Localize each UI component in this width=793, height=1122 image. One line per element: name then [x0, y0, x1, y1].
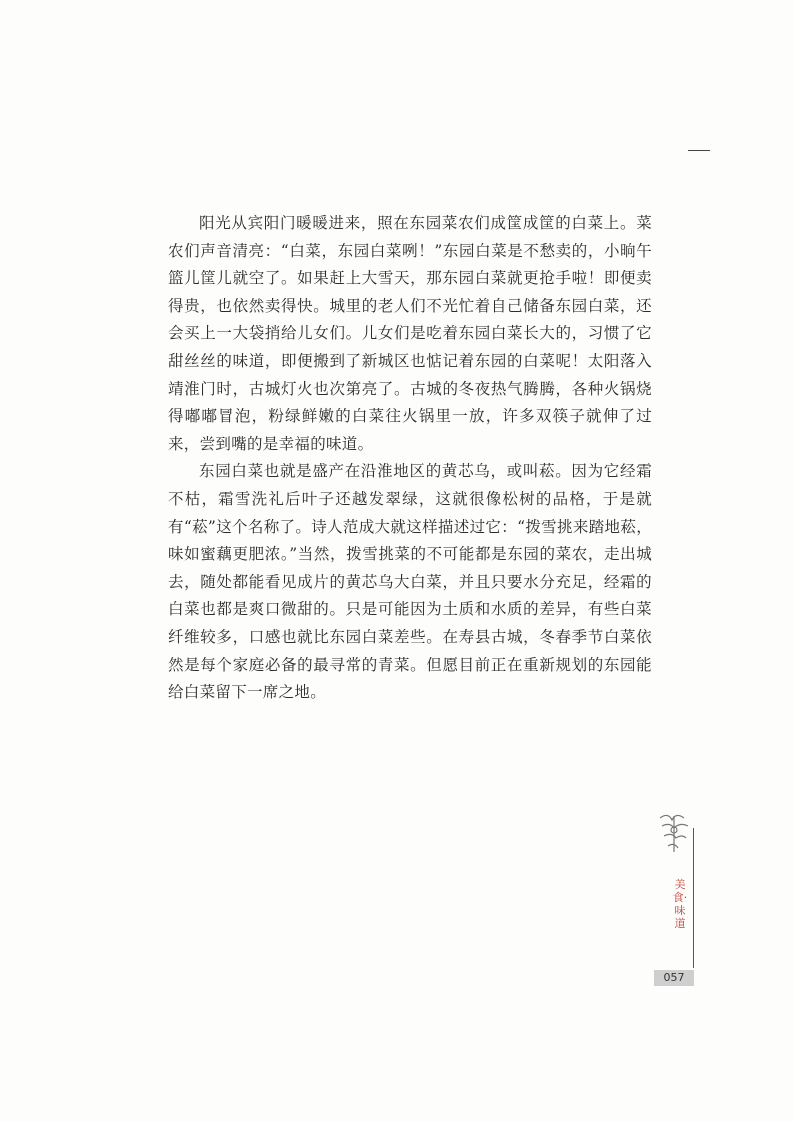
- side-vertical-rule: [693, 828, 694, 968]
- header-rule: [688, 150, 710, 151]
- paragraph: 阳光从宾阳门暖暖进来，照在东园菜农们成筐成筐的白菜上。菜农们声音清亮：“白菜，东园白菜咧！”东园白菜是不愁卖的，小晌午篮儿筐儿就空了。如果赶上大雪天，那东园白菜就更抢手啦！即便卖得贵，也依然卖得快。城里的老人们不光忙着自己储备东园白菜，还会买上一大袋捎给儿女们。儿女们是吃着东园白菜长大的，习惯了它甜丝丝的味道，即便搬到了新城区也惦记着东园的白菜呢！太阳落入靖淮门时，古城灯火也次第亮了。古城的冬夜热气腾腾，各种火锅烧得嘟嘟冒泡，粉绿鲜嫩的白菜往火锅里一放，许多双筷子就伸了过来，尝到嘴的是幸福的味道。: [168, 214, 652, 453]
- section-label: 美食·味道: [672, 878, 688, 930]
- flower-ornament-icon: [654, 808, 694, 858]
- paragraph: 东园白菜也就是盛产在沿淮地区的黄芯乌，或叫菘。因为它经霜不枯，霜雪洗礼后叶子还越发翠绿，这就很像松树的品格，于是就有“菘”这个名称了。诗人范成大就这样描述过它：“拨雪挑来踏地菘，味如蜜藕更肥浓。”当然，拨雪挑菜的不可能都是东园的菜农，走出城去，随处都能看见成片的黄芯乌大白菜，并且只要水分充足，经霜的白菜也都是爽口微甜的。只是可能因为土质和水质的差异，有些白菜纤维较多，口感也就比东园白菜差些。在寿县古城，冬春季节白菜依然是每个家庭必备的最寻常的青菜。但愿目前正在重新规划的东园能给白菜留下一席之地。: [168, 462, 652, 702]
- page-number: 057: [654, 970, 694, 986]
- article-body: [168, 210, 652, 707]
